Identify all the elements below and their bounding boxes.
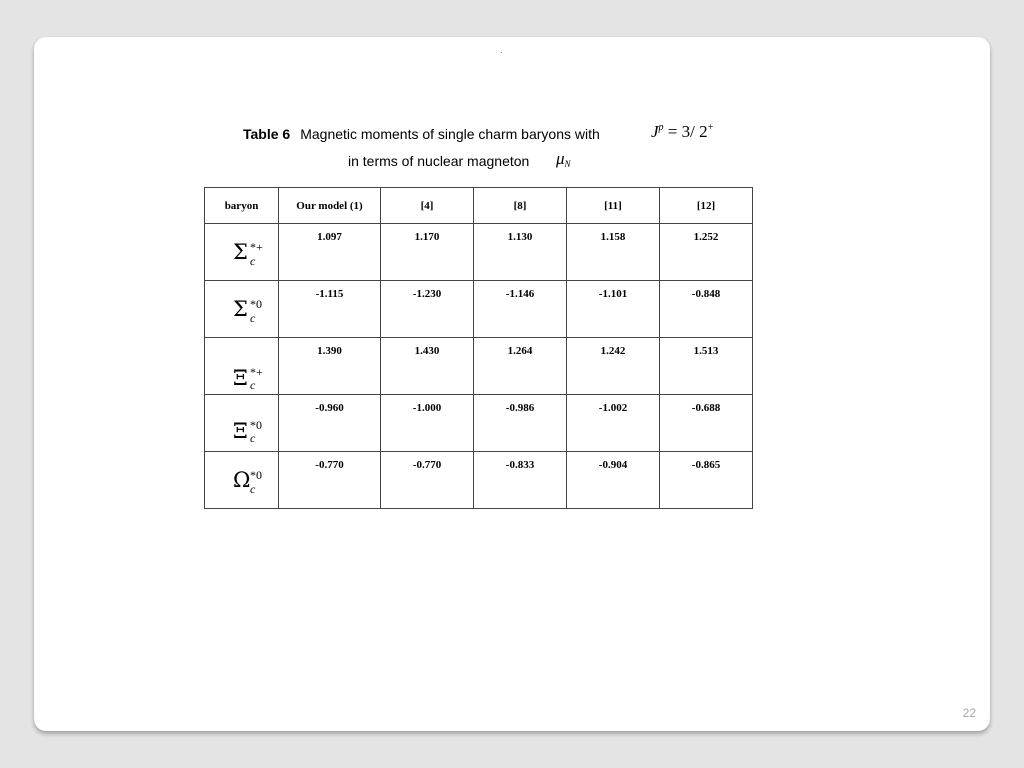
baryon-superscript: *0 [250,468,262,482]
value-cell: -0.960 [279,395,381,452]
header-cell: baryon [205,188,279,224]
baryon-letter: Ξ [233,366,248,390]
formula-plus: + [707,122,714,133]
baryon-symbol [233,297,262,325]
nuclear-magneton-symbol [556,149,571,169]
formula-j: J [651,122,659,141]
table-row [205,224,753,281]
baryon-subscript: c [250,482,256,496]
baryon-subscript: c [250,311,256,325]
baryon-letter: Ω [233,468,251,492]
table-row [205,452,753,509]
value-cell: 1.264 [474,338,567,395]
baryon-subscript: c [250,254,256,268]
value-cell: 1.430 [381,338,474,395]
table-row [205,395,753,452]
mu-subscript: N [564,159,571,169]
value-cell: 1.242 [567,338,660,395]
value-cell: -1.230 [381,281,474,338]
table-label: Table 6 [243,126,291,142]
baryon-superscript: *+ [250,240,263,254]
page-number: 22 [962,706,976,720]
formula-value: = 3/ 2 [663,122,708,141]
header-cell: [12] [660,188,753,224]
baryon-symbol [233,240,263,268]
value-cell: -0.848 [660,281,753,338]
value-cell: 1.097 [279,224,381,281]
value-cell: -0.770 [279,452,381,509]
baryon-letter: Ξ [233,419,248,443]
header-cell: Our model (1) [279,188,381,224]
spin-parity-formula [651,122,713,142]
value-cell: -1.002 [567,395,660,452]
baryon-cell [205,452,279,509]
value-cell: 1.158 [567,224,660,281]
value-cell: 1.252 [660,224,753,281]
header-cell: [11] [567,188,660,224]
value-cell: -0.865 [660,452,753,509]
value-cell: -1.101 [567,281,660,338]
baryon-subscript: c [250,378,256,392]
value-cell: -0.986 [474,395,567,452]
header-row [205,188,753,224]
magnetic-moments-table [204,187,753,509]
value-cell: -1.146 [474,281,567,338]
value-cell: 1.170 [381,224,474,281]
header-cell: [8] [474,188,567,224]
value-cell: 1.130 [474,224,567,281]
baryon-cell [205,338,279,395]
value-cell: 1.513 [660,338,753,395]
baryon-letter: Σ [233,297,248,321]
value-cell: -0.770 [381,452,474,509]
slide [34,37,990,731]
baryon-letter: Σ [233,240,248,264]
baryon-symbol [233,365,263,392]
baryon-superscript: *0 [250,297,262,311]
baryon-symbol [233,418,262,445]
baryon-subscript: c [250,431,256,445]
value-cell: -0.833 [474,452,567,509]
baryon-superscript: *+ [250,365,263,379]
baryon-superscript: *0 [250,418,262,432]
table-row [205,338,753,395]
baryon-cell [205,224,279,281]
formula-p: p [658,122,664,133]
value-cell: 1.390 [279,338,381,395]
caption-text: Magnetic moments of single charm baryons with [300,126,600,142]
header-cell: [4] [381,188,474,224]
value-cell: -0.688 [660,395,753,452]
baryon-symbol [233,468,262,496]
baryon-cell [205,281,279,338]
value-cell: -1.115 [279,281,381,338]
value-cell: -1.000 [381,395,474,452]
top-mark: . [500,45,503,55]
baryon-cell [205,395,279,452]
caption-line-2: in terms of nuclear magneton [348,153,530,169]
table-row [205,281,753,338]
mu-symbol: μ [556,149,565,168]
value-cell: -0.904 [567,452,660,509]
table-caption [243,126,600,142]
